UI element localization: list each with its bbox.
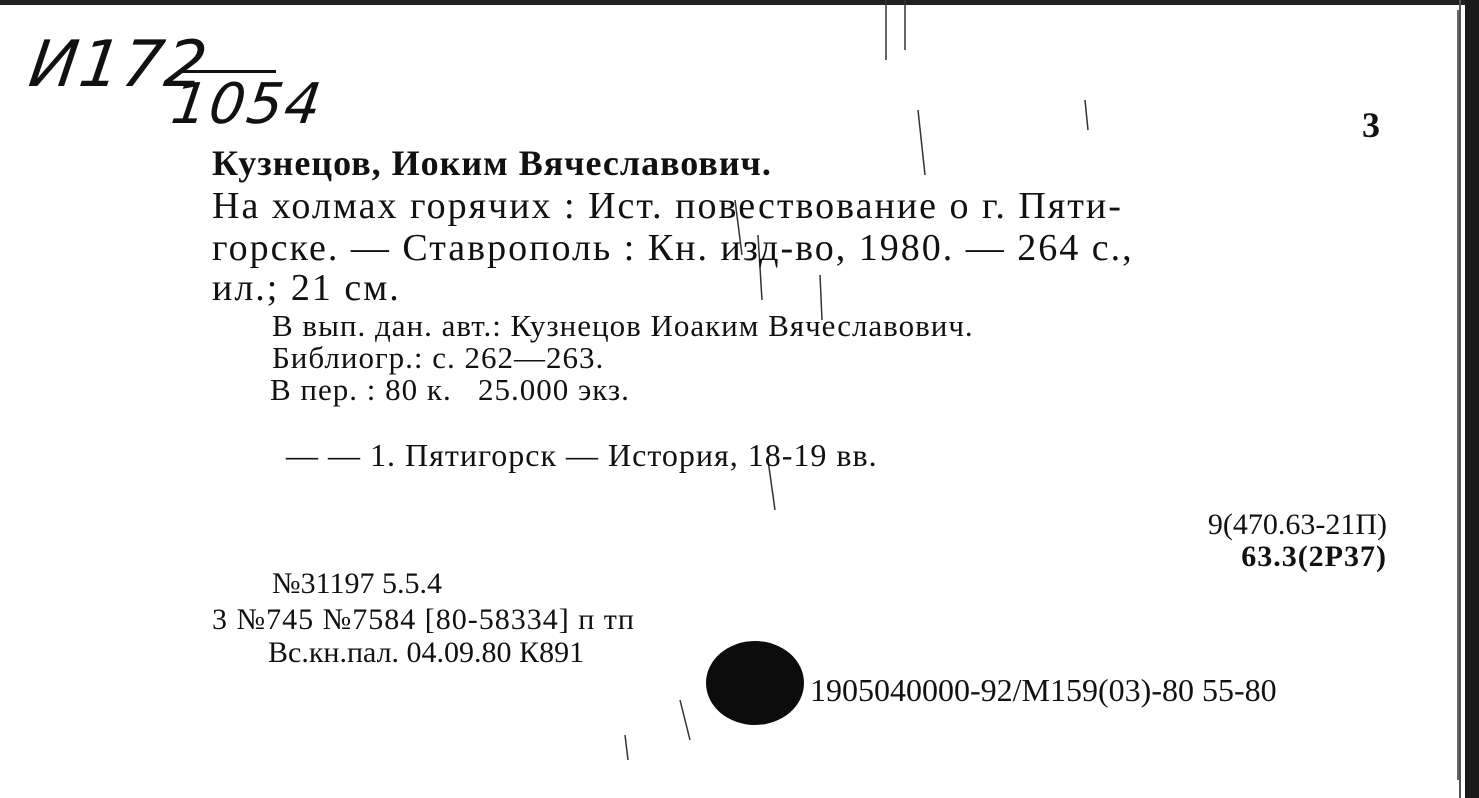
card-right-edge: [1465, 0, 1479, 798]
registration-line-1: №31197 5.5.4: [272, 567, 443, 600]
subject-heading: — — 1. Пятигорск — История, 18-19 вв.: [286, 437, 878, 473]
card-right-edge-line: [1459, 0, 1461, 798]
index-code: 1905040000-92/М159(03)-80 55-80: [810, 672, 1277, 708]
description-line-3: ил.; 21 см.: [212, 267, 401, 309]
handwritten-code-bottom: 1054: [167, 72, 328, 137]
bibliography-note: Библиогр.: с. 262—263.: [272, 340, 605, 375]
description-line-2: горске. — Ставрополь : Кн. изд-во, 1980. — 264 с.,: [212, 227, 1134, 269]
description-line-1: На холмах горячих : Ист. повествование о г. Пяти-: [212, 185, 1123, 227]
classification-primary: 9(470.63-21П): [1207, 508, 1387, 541]
registration-line-3: Вс.кн.пал. 04.09.80 К891: [268, 636, 585, 669]
punch-hole: [706, 641, 804, 725]
card-number: 3: [1362, 105, 1380, 145]
handwritten-code-top: И172: [24, 28, 214, 102]
price-note: В пер. : 80 к. 25.000 экз.: [270, 372, 630, 407]
author-heading: Кузнецов, Иоким Вячеславович.: [212, 143, 772, 183]
card-top-edge: [0, 0, 1479, 5]
author-note: В вып. дан. авт.: Кузнецов Иоаким Вячеславович.: [272, 308, 974, 343]
registration-line-2: 3 №745 №7584 [80-58334] п тп: [212, 603, 635, 636]
classification-secondary: 63.3(2Р37): [1241, 540, 1387, 573]
